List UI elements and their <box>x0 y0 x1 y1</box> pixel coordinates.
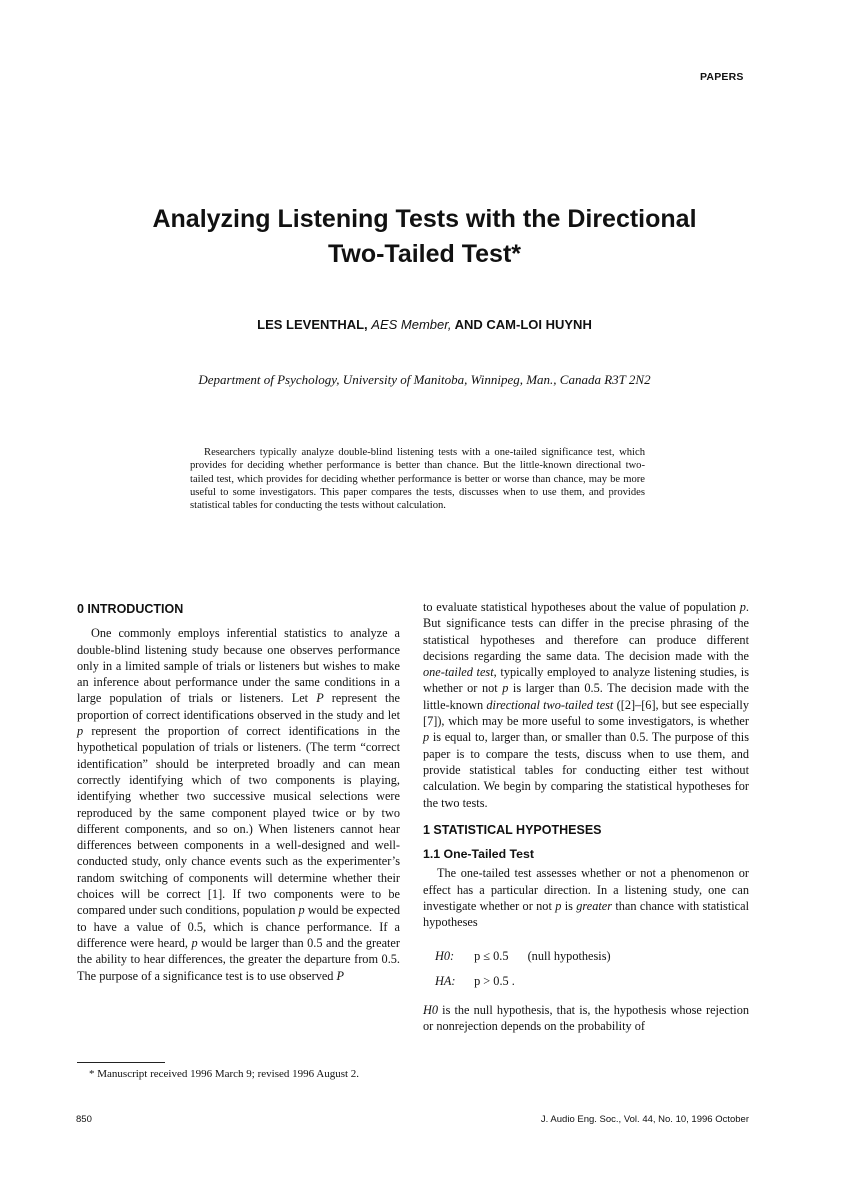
footnote: * Manuscript received 1996 March 9; revised 1996 August 2. <box>89 1068 360 1080</box>
text-run: is the null hypothesis, that is, the hypothesis whose rejection or nonrejection depends on the probability of <box>423 1002 749 1033</box>
author-membership: AES Member, <box>371 317 452 332</box>
hypotheses-equations <box>435 948 749 998</box>
intro-paragraph-continued <box>423 599 749 811</box>
right-column <box>423 599 749 1034</box>
paper-title <box>60 202 789 272</box>
section-heading-introduction: 0 INTRODUCTION <box>77 602 184 616</box>
math-var: P <box>336 968 345 983</box>
intro-paragraph <box>77 625 400 984</box>
text-run: to evaluate statistical hypotheses about the value of population <box>423 600 740 614</box>
text-run: ([2]–[6], but see especially [7]), which may be more useful to some investigators, is whether <box>423 697 749 729</box>
equation-expression: p ≤ 0.5 <box>474 948 509 963</box>
emphasis: one-tailed test <box>423 665 494 680</box>
text-run: . But significance tests can differ in the precise phrasing of the statistical hypotheses and therefore can produce different decisions regarding the same data. The decision made with the <box>423 600 749 663</box>
title-line-1: Analyzing Listening Tests with the Directional <box>152 205 697 233</box>
null-hypothesis-definition <box>423 1002 749 1035</box>
math-var: p <box>191 935 198 950</box>
author-line <box>60 317 789 332</box>
text-run: than chance with statistical hypotheses <box>423 899 749 930</box>
math-var: H0 <box>423 1002 439 1017</box>
equation-expression: p > 0.5 . <box>474 973 515 988</box>
page-number: 850 <box>76 1114 92 1125</box>
equation-note: (null hypothesis) <box>527 948 611 963</box>
journal-reference: J. Audio Eng. Soc., Vol. 44, No. 10, 1996 October <box>540 1114 749 1125</box>
text-run: represent the proportion of correct identifications in the hypothetical population of trials or listeners. (The term “correct identification” should be interpreted broadly and can mean correctly identifying which of two components is playing, identifying whether two successive musical selections were reproduced by the same component played twice or by two different components, and so on.) When listeners cannot hear differences between components in a well-designed and well-conducted study, only chance events such as the experimenter’s random switching of components will determine whether their choices will be correct [1]. If two components were to be compared under such conditions, population <box>77 724 400 918</box>
affiliation: Department of Psychology, University of Manitoba, Winnipeg, Man., Canada R3T 2N2 <box>198 372 651 387</box>
math-var: p <box>502 681 509 696</box>
math-var: p <box>555 899 562 914</box>
emphasis: greater <box>576 899 613 914</box>
abstract: Researchers typically analyze double-blind listening tests with a one-tailed significance test, which provides for deciding whether performance is better than chance. But the little-known directional two-tailed test, which provides for deciding whether performance is better or worse than chance, may be more useful to some investigators. This paper compares the tests, discusses when to use them, and provides statistical tables for conducting the tests without calculation. <box>190 447 645 512</box>
text-run: is equal to, larger than, or smaller than 0.5. The purpose of this paper is to compare the tests, discuss when to use them, and provide statistical tables for conducting either test without calculation. We begin by comparing the statistical hypotheses for the two tests. <box>423 730 749 810</box>
text-run: is larger than 0.5. The decision made with the little-known <box>423 681 749 712</box>
alternative-hypothesis-equation <box>435 973 749 998</box>
section-heading-statistical-hypotheses: 1 STATISTICAL HYPOTHESES <box>423 822 602 837</box>
text-run: The one-tailed test assesses whether or not a phenomenon or effect has a particular direction. In a listening study, one can investigate whether or not <box>423 866 749 914</box>
author-2: AND CAM-LOI HUYNH <box>454 317 592 332</box>
math-var: p <box>298 903 305 918</box>
math-var: p <box>423 730 430 745</box>
running-head: PAPERS <box>700 71 744 83</box>
author-1: LES LEVENTHAL, <box>257 317 368 332</box>
text-run: is <box>561 899 577 914</box>
emphasis: directional two-tailed test <box>486 697 614 712</box>
equation-label: HA: <box>435 973 456 988</box>
text-run: would be larger than 0.5 and the greater the ability to hear differences, the greater the departure from 0.5. The purpose of a significance test is to use observed <box>77 935 400 983</box>
left-column <box>77 601 400 984</box>
math-var: P <box>316 691 324 706</box>
math-var: p <box>77 724 84 739</box>
subsection-heading-one-tailed: 1.1 One-Tailed Test <box>423 847 534 862</box>
text-run: would be expected to have a value of 0.5, which is chance performance. If a difference were heard, <box>77 903 401 950</box>
null-hypothesis-equation <box>435 948 749 973</box>
equation-label: H0: <box>435 948 455 963</box>
text-run: represent the proportion of correct identifications observed in the study and let <box>77 691 400 722</box>
one-tailed-paragraph <box>423 865 749 930</box>
text-run: , typically employed to analyze listening studies, is whether or not <box>423 665 749 696</box>
footnote-rule <box>77 1062 165 1063</box>
title-line-2: Two-Tailed Test* <box>327 240 522 268</box>
text-run: One commonly employs inferential statistics to analyze a double-blind listening study because one observes performance only in a limited sample of trials or listeners but wishes to make an inference about performance under the same conditions in a large population of trials or listeners. Let <box>77 626 400 706</box>
math-var: p <box>739 600 746 614</box>
